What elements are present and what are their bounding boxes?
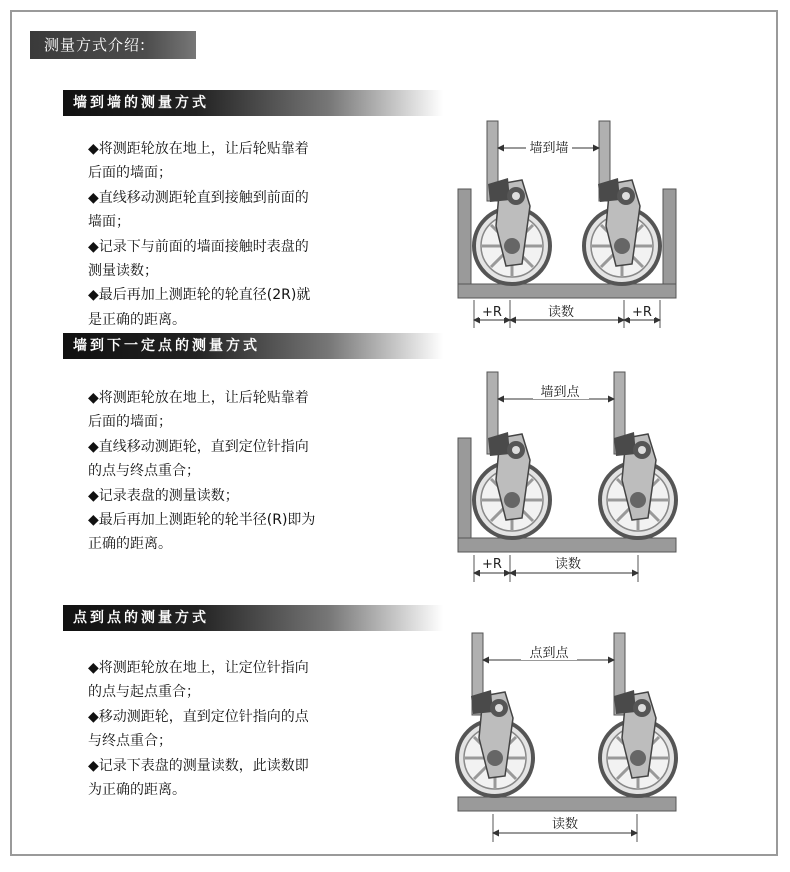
diagram-bottom-label: +R — [482, 557, 502, 572]
step-line: 是正确的距离。 — [88, 311, 186, 328]
step-line: ◆将测距轮放在地上，让后轮贴靠着 — [88, 141, 309, 157]
diagram-bottom-label: +R — [482, 305, 502, 320]
step-line: ◆记录表盘的测量读数； — [88, 487, 239, 504]
step-line: ◆记录下与前面的墙面接触时表盘的 — [88, 238, 309, 255]
diagram-bottom-label: 读数 — [551, 817, 579, 832]
step-line: 与终点重合； — [88, 733, 172, 750]
step-line: 的点与终点重合； — [88, 463, 200, 480]
step-line: 后面的墙面； — [88, 414, 172, 431]
step-line: ◆直线移动测距轮直到接触到前面的 — [88, 189, 309, 206]
section-title-wall-to-wall: 墙到墙的测量方式 — [63, 90, 443, 116]
step-line: ◆记录下表盘的测量读数，此读数即 — [88, 757, 309, 774]
step-line: ◆直线移动测距轮，直到定位针指向 — [88, 438, 309, 455]
diagram-bottom-label: 读数 — [547, 305, 575, 320]
diagram-point-to-point — [457, 633, 676, 842]
step-line: ◆最后再加上测距轮的轮半径(R)即为 — [88, 512, 316, 529]
step-line: 后面的墙面； — [88, 165, 172, 182]
step-line: 的点与起点重合； — [88, 684, 200, 701]
section-title-point-to-point: 点到点的测量方式 — [63, 605, 443, 631]
section-title-wall-to-point: 墙到下一定点的测量方式 — [63, 333, 443, 359]
step-line: ◆移动测距轮，直到定位针指向的点 — [88, 708, 309, 725]
diagram-top-label: 墙到墙 — [529, 141, 569, 156]
step-line: ◆将测距轮放在地上，让定位针指向 — [88, 660, 309, 676]
step-line: ◆将测距轮放在地上，让后轮贴靠着 — [88, 390, 309, 406]
step-line: 为正确的距离。 — [88, 782, 186, 799]
diagram-bottom-label: 读数 — [554, 557, 582, 572]
step-line: 墙面； — [88, 214, 130, 231]
step-line: 正确的距离。 — [88, 536, 172, 553]
diagram-top-label: 墙到点 — [540, 385, 580, 400]
page-title: 测量方式介绍: — [30, 31, 196, 59]
diagram-wall-to-wall — [458, 121, 676, 328]
diagram-wall-to-point — [458, 372, 676, 582]
diagram-top-label: 点到点 — [529, 646, 569, 661]
step-line: 测量读数； — [88, 263, 158, 280]
step-line: ◆最后再加上测距轮的轮直径(2R)就 — [88, 287, 311, 304]
diagram-bottom-label: +R — [632, 305, 652, 320]
